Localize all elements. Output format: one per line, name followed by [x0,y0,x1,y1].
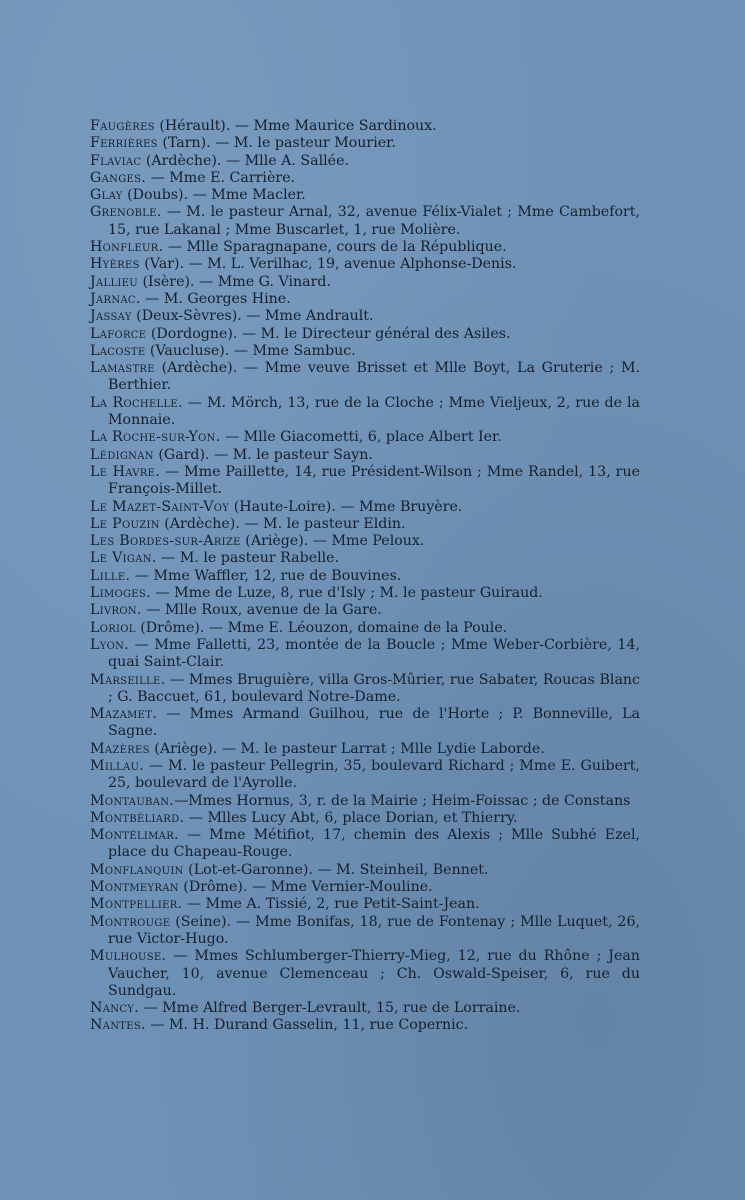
directory-entry [90,170,640,187]
directory-entry [90,343,640,360]
entry-text: (Lot-et-Garonne). — M. Steinheil, Bennet. [183,861,489,878]
entry-text: — Mme Métifiot, 17, chemin des Alexis ; Mlle Subhé Ezel, place du Chapeau-Rouge. [108,827,640,861]
directory-entry [90,135,640,152]
entry-text: (Ariège). — M. le pasteur Larrat ; Mlle Lydie Laborde. [149,740,545,757]
directory-entry [90,948,640,1000]
directory-entry [90,672,640,707]
entry-place: Les Bordes-sur-Arize [90,533,241,550]
directory-entry [90,706,640,741]
entry-text: (Drôme). — Mme E. Léouzon, domaine de la Poule. [135,619,508,636]
directory-entry [90,153,640,170]
entry-place: Ferrières [90,135,158,152]
directory-entry [90,758,640,793]
entry-place: Lacoste [90,342,146,359]
entry-place: Nantes. [90,1017,146,1034]
directory-entry [90,204,640,239]
entry-text: (Seine). — Mme Bonifas, 18, rue de Fontenay ; Mlle Luquet, 26, rue Victor-Hugo. [108,913,640,947]
entry-text: — M. le pasteur Pellegrin, 35, boulevard Richard ; Mme E. Guibert, 25, boulevard de l'Ayrolle. [108,757,640,792]
entry-text: — Mme Paillette, 14, rue Président-Wilson ; Mme Randel, 13, rue François-Millet. [108,463,640,498]
directory-entry [90,395,640,430]
entry-place: Mazamet. [90,706,158,723]
entry-text: (Deux-Sèvres). — Mme Andrault. [131,308,374,325]
entry-text: — Mmes Armand Guilhou, rue de l'Horte ; P. Bonneville, La Sagne. [108,706,640,740]
entry-text: — M. Mörch, 13, rue de la Cloche ; Mme Vieljeux, 2, rue de la Monnaie. [108,394,640,429]
entry-place: Loriol [90,619,136,636]
directory-entry [90,810,640,827]
entry-text: — Mlle Sparagnapane, cours de la République. [163,239,507,256]
entry-text: —Mmes Hornus, 3, r. de la Mairie ; Heim-Foissac ; de Constans [174,792,631,809]
entry-text: — Mme Falletti, 23, montée de la Boucle ; Mme Weber-Corbière, 14, quai Saint-Clair. [108,636,640,671]
entry-place: Faugères [90,118,155,134]
entry-place: Montbéliard. [90,809,185,826]
entry-text: (Var). — M. L. Verilhac, 19, avenue Alphonse-Denis. [139,256,517,273]
entry-text: (Ariège). — Mme Peloux. [240,533,425,550]
directory-entry [90,827,640,862]
entry-place: Limoges. [90,585,151,602]
entry-text: (Ardèche). — M. le pasteur Eldin. [159,515,406,532]
entry-place: Glay [90,187,123,204]
entry-text: (Dordogne). — M. le Directeur général des Asiles. [146,325,511,342]
entry-place: Hyères [90,256,140,273]
entry-text: (Gard). — M. le pasteur Sayn. [153,446,373,463]
entry-place: Flaviac [90,152,142,169]
entry-place: Lédignan [90,446,154,463]
entry-place: Millau. [90,757,145,774]
entry-place: Mulhouse. [90,948,167,965]
entry-place: Lille. [90,567,131,584]
entry-place: Montauban. [90,792,175,809]
directory-entry [90,879,640,896]
entry-place: Ganges. [90,169,147,186]
directory-entry [90,585,640,602]
directory-entry [90,326,640,343]
entry-text: — Mmes Bruguière, villa Gros-Mûrier, rue Sabater, Roucas Blanc ; G. Baccuet, 61, boulevard Notre-Dame. [108,671,640,705]
entry-place: Le Havre. [90,463,161,480]
directory-entry [90,274,640,291]
directory-entry [90,256,640,273]
entry-place: Montélimar. [90,827,179,844]
entry-text: — Mme A. Tissié, 2, rue Petit-Saint-Jean. [182,896,480,913]
entry-text: — Mlle Roux, avenue de la Gare. [141,602,382,619]
entry-place: Jallieu [90,273,138,290]
entry-place: La Rochelle. [90,394,183,411]
entry-text: (Hérault). — Mme Maurice Sardinoux. [154,118,437,134]
entry-text: — M. le pasteur Arnal, 32, avenue Félix-Vialet ; Mme Cambefort, 15, rue Lakanal ; Mme Buscarlet, 1, rue Molière. [108,204,640,238]
entry-text: (Tarn). — M. le pasteur Mourier. [157,135,396,152]
entry-text: — Mmes Schlumberger-Thierry-Mieg, 12, rue du Rhône ; Jean Vaucher, 10, avenue Clemenceau ; Ch. Oswald-Speiser, 6, rue du Sundgau. [108,948,640,999]
entry-place: Le Mazet-Saint-Voy [90,498,230,515]
directory-entry [90,308,640,325]
entry-place: Lyon. [90,636,129,653]
directory-entry [90,533,640,550]
entry-place: Jassay [90,308,132,325]
entry-place: Monflanquin [90,861,184,878]
entry-place: Le Pouzin [90,515,160,532]
directory-entry [90,291,640,308]
entry-text: — Mme de Luze, 8, rue d'Isly ; M. le pasteur Guiraud. [150,585,543,602]
directory-entry [90,516,640,533]
directory-entry [90,499,640,516]
directory-entry [90,550,640,567]
entry-place: Montrouge [90,913,171,930]
directory-entry [90,637,640,672]
entry-text: (Ardèche). — Mme veuve Brisset et Mlle Boyt, La Gruterie ; M. Berthier. [108,360,640,394]
directory-entry [90,862,640,879]
directory-entry [90,464,640,499]
directory-entry [90,447,640,464]
entry-place: Mazères [90,740,150,757]
directory-entry [90,429,640,446]
entry-text: (Ardèche). — Mlle A. Sallée. [141,152,349,169]
entry-text: — Mlles Lucy Abt, 6, place Dorian, et Thierry. [184,809,518,826]
entry-place: Jarnac. [90,290,141,307]
entry-place: Montmeyran [90,879,179,896]
directory-entry [90,741,640,758]
entry-place: Grenoble. [90,204,162,221]
entry-place: Lamastre [90,360,155,377]
entry-text: (Doubs). — Mme Macler. [122,187,306,204]
directory-list [90,118,640,1035]
entry-text: — Mme E. Carrière. [146,169,296,186]
directory-entry [90,914,640,949]
entry-place: Le Vigan. [90,550,157,567]
directory-entry [90,602,640,619]
entry-text: — M. H. Durand Gasselin, 11, rue Copernic. [145,1017,469,1034]
entry-text: (Drôme). — Mme Vernier-Mouline. [178,879,433,896]
entry-text: — Mlle Giacometti, 6, place Albert Ier. [220,429,502,446]
entry-place: Livron. [90,602,142,619]
directory-entry [90,239,640,256]
entry-text: (Haute-Loire). — Mme Bruyère. [229,498,463,515]
directory-entry [90,118,640,135]
directory-entry [90,1000,640,1017]
entry-text: (Vaucluse). — Mme Sambuc. [145,342,356,359]
directory-entry [90,187,640,204]
entry-place: Nancy. [90,1000,139,1017]
directory-entry [90,793,640,810]
entry-text: (Isère). — Mme G. Vinard. [137,273,331,290]
entry-place: Marseille. [90,671,166,688]
directory-entry [90,896,640,913]
directory-entry [90,568,640,585]
entry-text: — M. Georges Hine. [140,290,291,307]
entry-text: — Mme Waffler, 12, rue de Bouvines. [130,567,402,584]
entry-place: Honfleur. [90,239,164,256]
directory-entry [90,620,640,637]
entry-text: — M. le pasteur Rabelle. [156,550,340,567]
entry-text: — Mme Alfred Berger-Levrault, 15, rue de Lorraine. [138,1000,521,1017]
entry-place: Laforce [90,325,147,342]
directory-entry [90,1017,640,1034]
entry-place: La Roche-sur-Yon. [90,429,221,446]
entry-place: Montpellier. [90,896,183,913]
directory-entry [90,360,640,395]
